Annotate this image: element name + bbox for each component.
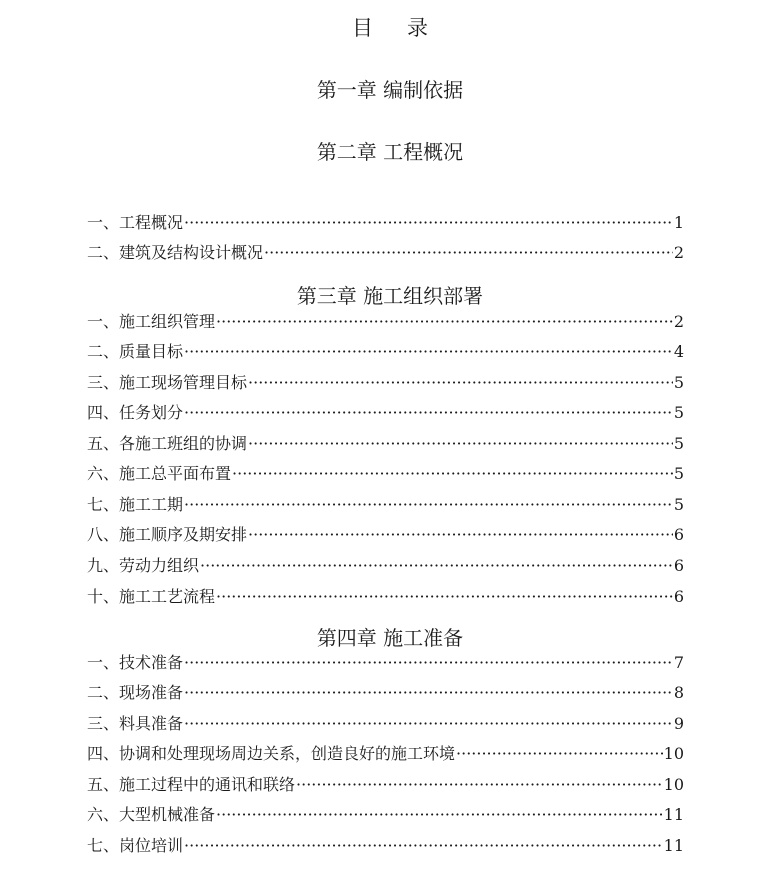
- toc-entry-label: 六、施工总平面布置: [87, 464, 232, 483]
- toc-entry-label: 六、大型机械准备: [87, 805, 216, 824]
- toc-entry-page: 5: [673, 495, 684, 514]
- toc-leader-dots: [232, 463, 673, 484]
- toc-entry[interactable]: [87, 212, 684, 233]
- toc-entry-page: 6: [673, 556, 684, 575]
- toc-leader-dots: [248, 433, 673, 454]
- toc-entry-page: 10: [663, 775, 684, 794]
- toc-entry-label: 一、施工组织管理: [87, 312, 216, 331]
- toc-leader-dots: [456, 743, 663, 764]
- toc-entry-label: 四、协调和处理现场周边关系，创造良好的施工环境: [87, 744, 456, 763]
- toc-entry-label: 八、施工顺序及期安排: [87, 525, 248, 544]
- toc-entry-page: 7: [673, 653, 684, 672]
- toc-leader-dots: [184, 402, 673, 423]
- chapter-heading-1: 第一章 编制依据: [316, 78, 464, 102]
- toc-leader-dots: [184, 713, 673, 734]
- chapter-heading-2: 第二章 工程概况: [316, 140, 464, 164]
- toc-entry[interactable]: [87, 682, 684, 703]
- toc-leader-dots: [248, 524, 673, 545]
- toc-entry-label: 一、技术准备: [87, 653, 184, 672]
- toc-entry[interactable]: [87, 743, 684, 764]
- toc-leader-dots: [216, 586, 673, 607]
- toc-entry-label: 一、工程概况: [87, 213, 184, 232]
- toc-entry-label: 五、各施工班组的协调: [87, 434, 248, 453]
- toc-entry[interactable]: [87, 311, 684, 332]
- toc-entry-page: 5: [673, 403, 684, 422]
- toc-entry-label: 七、施工工期: [87, 495, 184, 514]
- toc-leader-dots: [296, 774, 663, 795]
- toc-entry-label: 二、建筑及结构设计概况: [87, 243, 264, 262]
- document-title: [0, 12, 780, 42]
- toc-entry[interactable]: [87, 463, 684, 484]
- toc-entry[interactable]: [87, 804, 684, 825]
- toc-entry[interactable]: [87, 242, 684, 263]
- toc-entry-page: 11: [663, 836, 684, 855]
- toc-entry[interactable]: [87, 835, 684, 856]
- toc-entry-page: 6: [673, 525, 684, 544]
- toc-entry-label: 七、岗位培训: [87, 836, 184, 855]
- toc-entry-page: 10: [663, 744, 684, 763]
- toc-leader-dots: [216, 804, 663, 825]
- toc-entry-label: 三、施工现场管理目标: [87, 373, 248, 392]
- toc-entry-page: 5: [673, 464, 684, 483]
- toc-entry[interactable]: [87, 402, 684, 423]
- document-title-right: 录: [407, 16, 428, 40]
- toc-leader-dots: [216, 311, 673, 332]
- toc-entry-label: 五、施工过程中的通讯和联络: [87, 775, 296, 794]
- toc-leader-dots: [184, 212, 673, 233]
- toc-entry-page: 11: [663, 805, 684, 824]
- toc-entry[interactable]: [87, 372, 684, 393]
- toc-entry[interactable]: [87, 652, 684, 673]
- toc-leader-dots: [200, 555, 673, 576]
- toc-entry-page: 2: [673, 312, 684, 331]
- toc-entry[interactable]: [87, 586, 684, 607]
- toc-leader-dots: [184, 341, 673, 362]
- toc-leader-dots: [184, 494, 673, 515]
- toc-entry[interactable]: [87, 524, 684, 545]
- toc-entry-page: 1: [673, 213, 684, 232]
- toc-entry-page: 5: [673, 434, 684, 453]
- toc-entry-page: 9: [673, 714, 684, 733]
- chapter-heading-3: 第三章 施工组织部署: [296, 284, 484, 308]
- toc-entry-page: 4: [673, 342, 684, 361]
- toc-leader-dots: [184, 835, 663, 856]
- toc-leader-dots: [184, 652, 673, 673]
- toc-entry-label: 四、任务划分: [87, 403, 184, 422]
- toc-entry-label: 二、质量目标: [87, 342, 184, 361]
- toc-entry-label: 二、现场准备: [87, 683, 184, 702]
- toc-entry[interactable]: [87, 494, 684, 515]
- toc-entry-page: 8: [673, 683, 684, 702]
- toc-entry-page: 6: [673, 587, 684, 606]
- toc-entry[interactable]: [87, 774, 684, 795]
- toc-entry-page: 5: [673, 373, 684, 392]
- toc-leader-dots: [184, 682, 673, 703]
- toc-entry-label: 三、料具准备: [87, 714, 184, 733]
- toc-entry[interactable]: [87, 555, 684, 576]
- toc-entry[interactable]: [87, 433, 684, 454]
- toc-entry[interactable]: [87, 713, 684, 734]
- toc-entry-page: 2: [673, 243, 684, 262]
- chapter-heading-4: 第四章 施工准备: [316, 626, 464, 650]
- toc-entry[interactable]: [87, 341, 684, 362]
- toc-leader-dots: [264, 242, 673, 263]
- toc-leader-dots: [248, 372, 673, 393]
- toc-entry-label: 十、施工工艺流程: [87, 587, 216, 606]
- document-title-left: 目: [352, 16, 373, 40]
- toc-entry-label: 九、劳动力组织: [87, 556, 200, 575]
